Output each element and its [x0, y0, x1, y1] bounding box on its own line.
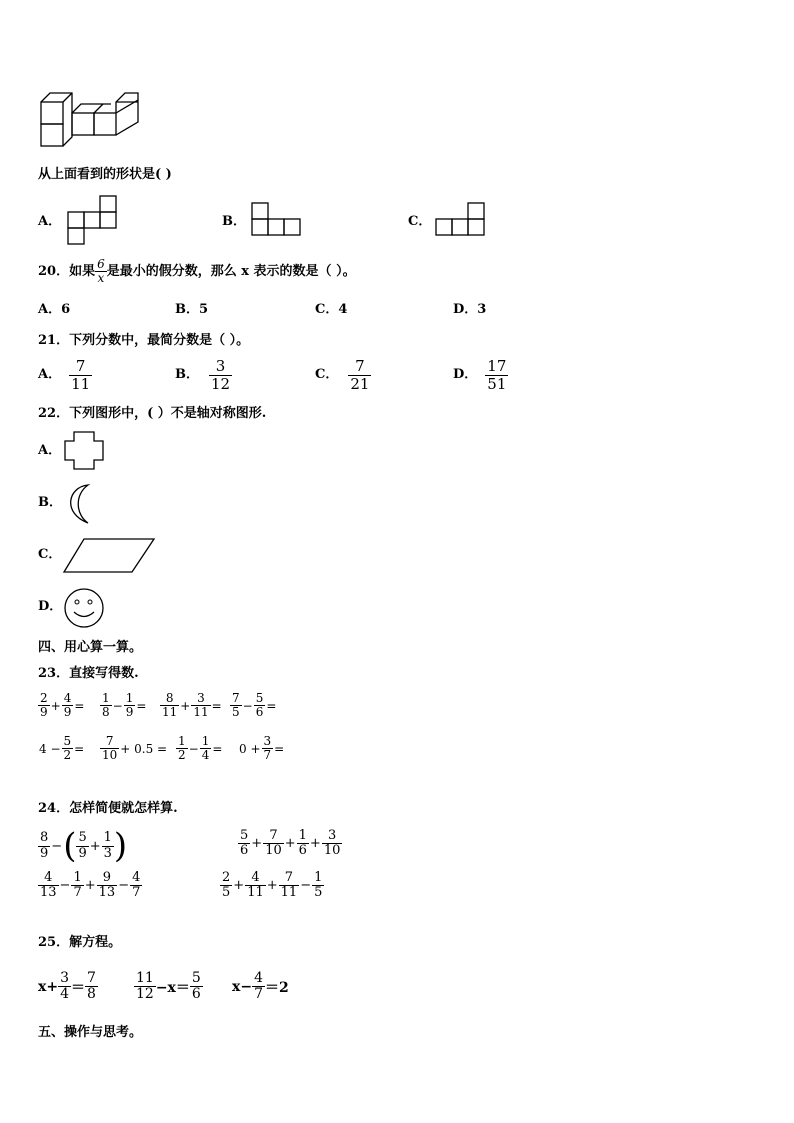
- den: 5: [232, 705, 240, 720]
- q22-option-a[interactable]: A．: [38, 443, 62, 458]
- operator: +: [84, 878, 96, 894]
- den: 5: [314, 885, 323, 901]
- q23-row2-expr4: [238, 735, 285, 762]
- den: 4: [60, 986, 69, 1003]
- num: 5: [78, 830, 87, 846]
- den: 7: [254, 986, 263, 1003]
- frac: [220, 871, 232, 901]
- section-5-heading: 五、操作与思考。: [38, 1025, 143, 1040]
- frac: [124, 692, 136, 719]
- prefix: x−: [232, 978, 253, 995]
- num: 7: [69, 358, 92, 376]
- num: 3: [322, 829, 343, 844]
- frac: [38, 692, 50, 719]
- den: 12: [211, 374, 231, 393]
- frac: [160, 692, 179, 719]
- num: 1: [201, 734, 210, 748]
- smiley-face-icon: [63, 587, 105, 629]
- right-paren: ): [113, 826, 128, 866]
- q23-title: 23．直接写得数.: [38, 666, 139, 681]
- q19-option-a-shape: [67, 196, 119, 246]
- equals: =: [266, 698, 277, 713]
- q22-option-c[interactable]: C．: [38, 547, 62, 562]
- den: 6: [191, 986, 201, 1003]
- frac: [238, 829, 250, 859]
- q21-option-b[interactable]: [175, 358, 232, 392]
- num: 1: [73, 870, 82, 885]
- num: 5: [63, 734, 72, 748]
- q20-option-d[interactable]: D．3: [453, 302, 487, 317]
- num: 4: [132, 870, 141, 885]
- operator: −: [242, 698, 253, 713]
- equals: =: [211, 698, 222, 713]
- frac: [62, 735, 74, 762]
- frac: [279, 871, 300, 901]
- num: 11: [136, 970, 154, 986]
- num: 4: [245, 871, 266, 886]
- equals: =: [74, 741, 85, 756]
- crescent-moon-icon: [62, 483, 94, 525]
- num: 8: [160, 692, 179, 706]
- suffix: ＝2: [265, 979, 289, 996]
- q25-equation1: [38, 971, 98, 1003]
- frac: [62, 692, 74, 719]
- den: 13: [40, 885, 57, 901]
- q20-frac-den: x: [97, 271, 105, 286]
- parallelogram-icon: [62, 537, 158, 575]
- operator: +: [89, 838, 101, 854]
- frac: [58, 971, 71, 1003]
- num: 7: [279, 871, 300, 886]
- q21-option-a[interactable]: [38, 358, 92, 392]
- num: 7: [232, 691, 240, 705]
- operator: −: [112, 698, 123, 713]
- operator: +: [233, 878, 245, 894]
- q25-equation2: [134, 971, 203, 1003]
- frac: [297, 829, 309, 859]
- q21-option-b-frac: [209, 358, 232, 392]
- num: 5: [240, 828, 249, 843]
- prefix: 0 +: [239, 741, 261, 756]
- frac: [262, 735, 274, 762]
- frac: [38, 871, 59, 901]
- frac: [312, 871, 324, 901]
- den: 6: [255, 705, 264, 720]
- operator: −: [300, 878, 312, 894]
- num: 5: [255, 691, 264, 705]
- cross-shape-icon: [64, 431, 106, 471]
- section-4-heading: 四、用心算一算。: [38, 640, 143, 655]
- den: 11: [280, 885, 298, 901]
- frac: [254, 692, 266, 719]
- frac: [322, 829, 343, 859]
- frac: [85, 971, 98, 1003]
- den: 9: [125, 705, 134, 720]
- den: 9: [40, 705, 48, 720]
- q19-option-b-shape: [251, 202, 303, 238]
- q22-title: 22．下列图形中，( ）不是轴对称图形.: [38, 406, 267, 421]
- num: 7: [348, 358, 371, 376]
- den: 2: [63, 748, 72, 763]
- den: 8: [102, 705, 110, 720]
- den: 6: [240, 843, 249, 859]
- q21-option-b-label: B．: [175, 367, 199, 382]
- num: 3: [209, 358, 232, 376]
- num: 5: [191, 970, 201, 986]
- den: 2: [178, 748, 186, 763]
- num: 1: [298, 828, 307, 843]
- frac: [38, 831, 50, 861]
- den: 9: [40, 845, 49, 861]
- q24-title: 24．怎样简便就怎样算.: [38, 801, 178, 816]
- q21-option-c-frac: [348, 358, 371, 392]
- operator: +: [266, 878, 278, 894]
- q19-option-a[interactable]: A．: [38, 214, 62, 229]
- operator: −: [59, 878, 71, 894]
- den: 5: [222, 885, 231, 901]
- q21-option-a-label: A．: [38, 367, 62, 382]
- q19-option-c-shape: [435, 202, 487, 238]
- q23-row1-expr3: [160, 692, 223, 719]
- q23-row2-expr2: [100, 735, 168, 762]
- q21-option-a-frac: [69, 358, 92, 392]
- num: 1: [178, 734, 186, 748]
- operator: −: [51, 838, 63, 854]
- q21-option-c[interactable]: [315, 358, 371, 392]
- q19-option-c[interactable]: C．: [408, 214, 432, 229]
- operator: +: [309, 836, 321, 852]
- q23-row1-expr4: [230, 692, 277, 719]
- prefix: x+: [38, 978, 59, 995]
- den: 51: [487, 374, 507, 393]
- q21-option-d-frac: [485, 358, 508, 392]
- frac: [230, 692, 242, 719]
- den: 10: [102, 748, 118, 763]
- frac: [100, 692, 112, 719]
- den: 12: [136, 986, 154, 1003]
- middle: −x＝: [155, 979, 190, 996]
- den: 9: [63, 705, 72, 720]
- equals: =: [212, 741, 223, 756]
- q20-option-c[interactable]: C．4: [315, 302, 348, 317]
- num: 1: [125, 691, 134, 705]
- num: 7: [87, 970, 96, 986]
- q19-option-b[interactable]: B．: [222, 214, 246, 229]
- equals: =: [274, 741, 285, 756]
- den: 10: [323, 843, 341, 859]
- den: 10: [265, 843, 282, 859]
- num: 17: [487, 357, 507, 375]
- frac: [102, 831, 114, 861]
- num: 4: [63, 691, 72, 705]
- q20-fraction: [95, 258, 107, 285]
- den: 11: [193, 705, 209, 720]
- num: 7: [100, 735, 119, 749]
- q20-question: [38, 258, 356, 285]
- equals: =: [136, 698, 147, 713]
- q25-equation3: [232, 971, 289, 1003]
- frac: [176, 735, 188, 762]
- operator: +: [50, 698, 61, 713]
- frac: [245, 871, 266, 901]
- num: 1: [314, 870, 323, 885]
- operator: +: [180, 698, 191, 713]
- operator: +: [251, 836, 263, 852]
- den: 13: [98, 885, 116, 901]
- q22-option-d[interactable]: D．: [38, 599, 63, 614]
- q24-expr3: [38, 871, 142, 901]
- q23-row1-expr1: [38, 692, 85, 719]
- num: 9: [97, 871, 118, 886]
- suffix: + 0.5 =: [120, 741, 168, 756]
- den: 8: [87, 986, 96, 1003]
- frac: [191, 692, 210, 719]
- cube-figure: [38, 90, 142, 148]
- q21-option-d[interactable]: [453, 358, 508, 392]
- frac: [263, 829, 284, 859]
- frac: [134, 971, 156, 1003]
- den: 11: [71, 374, 91, 393]
- num: 3: [263, 734, 272, 748]
- num: 4: [254, 970, 263, 986]
- frac: [71, 871, 83, 901]
- q25-title: 25．解方程。: [38, 935, 122, 950]
- q20-option-b[interactable]: B．5: [175, 302, 209, 317]
- den: 9: [78, 845, 87, 861]
- q24-expr2: [238, 829, 342, 859]
- q20-suffix: 是最小的假分数，那么 x 表示的数是（ ）。: [106, 263, 356, 279]
- equals: ＝: [71, 979, 85, 996]
- frac: [100, 735, 119, 762]
- den: 7: [73, 885, 82, 901]
- num: 7: [263, 829, 284, 844]
- q21-option-c-label: C．: [315, 367, 339, 382]
- num: 1: [102, 691, 110, 705]
- frac: [97, 871, 118, 901]
- prefix: 4 −: [39, 741, 61, 756]
- q21-option-d-label: D．: [453, 367, 478, 382]
- num: 1: [103, 830, 112, 846]
- num: 2: [222, 870, 231, 885]
- frac: [190, 971, 203, 1003]
- operator: −: [118, 878, 130, 894]
- equals: =: [74, 698, 85, 713]
- q20-frac-num: 6: [97, 257, 105, 271]
- q23-row1-expr2: [100, 692, 147, 719]
- num: 4: [38, 871, 59, 886]
- frac: [76, 831, 88, 861]
- den: 11: [247, 885, 264, 901]
- num: 2: [40, 691, 48, 705]
- operator: +: [284, 836, 296, 852]
- q21-title: 21．下列分数中，最简分数是（ ）。: [38, 333, 250, 348]
- q23-row2-expr1: [38, 735, 85, 762]
- num: 3: [60, 970, 69, 986]
- q20-option-a[interactable]: A．6: [38, 302, 71, 317]
- den: 3: [103, 845, 112, 861]
- q22-option-b[interactable]: B．: [38, 495, 62, 510]
- frac: [200, 735, 212, 762]
- num: 3: [191, 692, 210, 706]
- den: 11: [162, 705, 178, 720]
- q19-question: 从上面看到的形状是( ): [38, 167, 172, 182]
- num: 8: [40, 830, 49, 846]
- den: 21: [350, 374, 370, 393]
- left-paren: (: [63, 826, 77, 866]
- q20-prefix: 20．如果: [38, 263, 96, 279]
- frac: [130, 871, 142, 901]
- den: 7: [263, 748, 272, 763]
- den: 6: [298, 843, 307, 859]
- frac: [252, 971, 265, 1003]
- q24-expr1: [38, 826, 128, 866]
- q23-row2-expr3: [176, 735, 223, 762]
- operator: −: [188, 741, 199, 756]
- q24-expr4: [220, 871, 324, 901]
- den: 4: [201, 748, 210, 763]
- den: 7: [132, 885, 141, 901]
